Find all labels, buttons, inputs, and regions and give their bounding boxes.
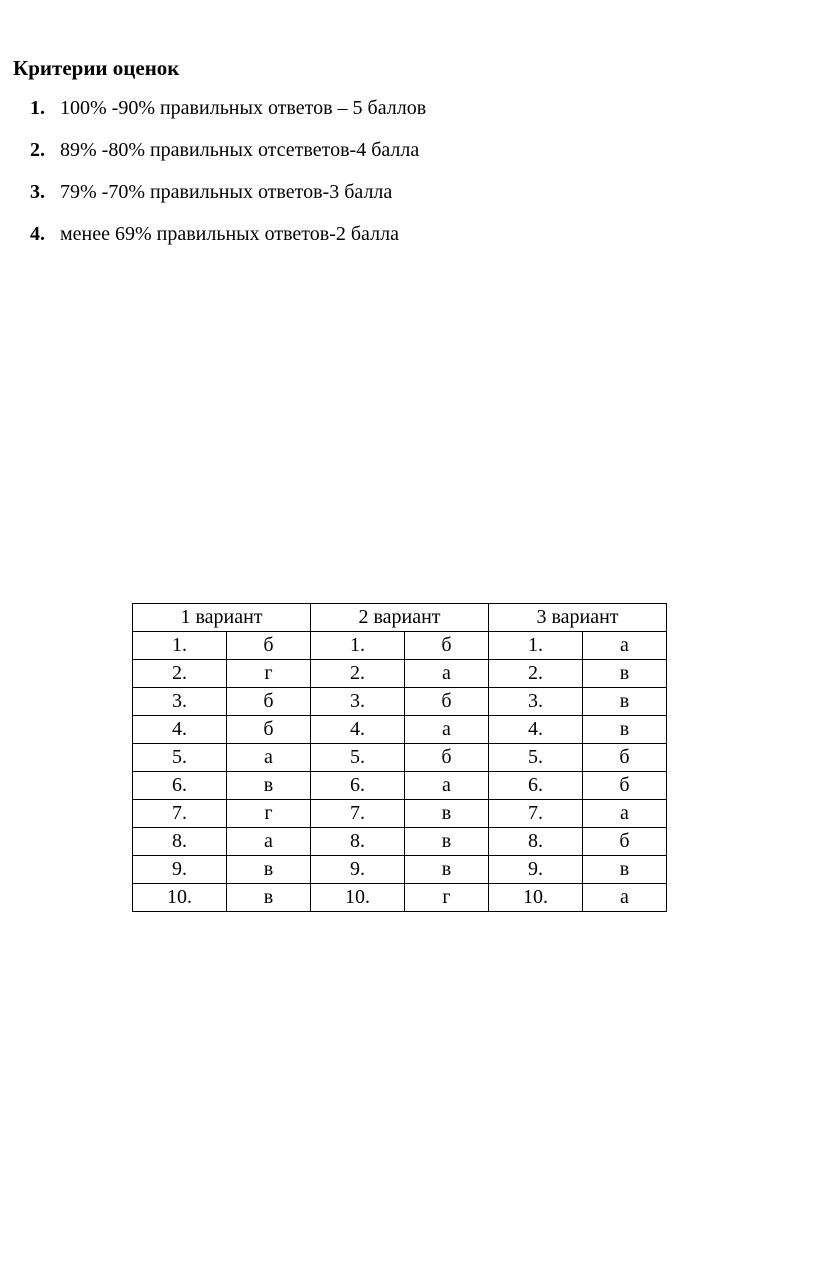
question-number-cell: 7.	[311, 800, 405, 828]
answer-cell: г	[227, 800, 311, 828]
question-number-cell: 4.	[133, 716, 227, 744]
item-number: 1.	[30, 97, 45, 119]
answer-cell: б	[405, 744, 489, 772]
question-number-cell: 2.	[489, 660, 583, 688]
answer-cell: в	[227, 856, 311, 884]
table-row	[133, 744, 667, 772]
question-number-cell: 5.	[133, 744, 227, 772]
item-number: 3.	[30, 181, 45, 203]
answer-cell: а	[583, 800, 667, 828]
question-number-cell: 5.	[489, 744, 583, 772]
table-row	[133, 632, 667, 660]
question-number-cell: 10.	[489, 884, 583, 912]
item-text: 100% -90% правильных ответов – 5 баллов	[60, 97, 427, 119]
item-number: 4.	[30, 223, 45, 245]
answer-cell: г	[405, 884, 489, 912]
question-number-cell: 3.	[489, 688, 583, 716]
list-item	[30, 94, 426, 136]
question-number-cell: 6.	[489, 772, 583, 800]
answer-key-table	[132, 603, 667, 912]
question-number-cell: 2.	[311, 660, 405, 688]
item-text: менее 69% правильных ответов-2 балла	[60, 223, 399, 245]
question-number-cell: 1.	[489, 632, 583, 660]
question-number-cell: 3.	[133, 688, 227, 716]
question-number-cell: 8.	[133, 828, 227, 856]
question-number-cell: 4.	[489, 716, 583, 744]
answer-cell: а	[405, 716, 489, 744]
answer-cell: в	[227, 884, 311, 912]
answer-cell: б	[227, 716, 311, 744]
page-title: Критерии оценок	[13, 56, 180, 80]
answer-cell: б	[405, 688, 489, 716]
question-number-cell: 6.	[133, 772, 227, 800]
table-row	[133, 688, 667, 716]
answer-cell: в	[405, 828, 489, 856]
answer-cell: а	[583, 884, 667, 912]
answer-cell: б	[583, 828, 667, 856]
table-body	[133, 632, 667, 912]
answer-cell: в	[583, 688, 667, 716]
criteria-list	[30, 94, 426, 262]
header-variant-3: 3 вариант	[489, 604, 667, 632]
list-item	[30, 220, 426, 262]
item-text: 89% -80% правильных отсетветов-4 балла	[60, 139, 420, 161]
table-row	[133, 884, 667, 912]
item-number: 2.	[30, 139, 45, 161]
header-variant-2: 2 вариант	[311, 604, 489, 632]
header-variant-1: 1 вариант	[133, 604, 311, 632]
table-row	[133, 660, 667, 688]
answer-cell: б	[405, 632, 489, 660]
question-number-cell: 1.	[133, 632, 227, 660]
answer-cell: в	[405, 800, 489, 828]
answer-cell: в	[227, 772, 311, 800]
answer-cell: а	[405, 772, 489, 800]
item-text: 79% -70% правильных ответов-3 балла	[60, 181, 393, 203]
answer-cell: а	[227, 744, 311, 772]
answer-cell: б	[227, 688, 311, 716]
list-item	[30, 178, 426, 220]
table-row	[133, 772, 667, 800]
question-number-cell: 3.	[311, 688, 405, 716]
table-row	[133, 800, 667, 828]
question-number-cell: 9.	[133, 856, 227, 884]
answer-cell: в	[583, 716, 667, 744]
table-row	[133, 828, 667, 856]
table-header-row	[133, 604, 667, 632]
question-number-cell: 7.	[133, 800, 227, 828]
question-number-cell: 6.	[311, 772, 405, 800]
answer-cell: в	[583, 856, 667, 884]
question-number-cell: 10.	[311, 884, 405, 912]
answer-cell: а	[583, 632, 667, 660]
question-number-cell: 8.	[311, 828, 405, 856]
question-number-cell: 9.	[311, 856, 405, 884]
table-row	[133, 856, 667, 884]
question-number-cell: 9.	[489, 856, 583, 884]
answer-cell: в	[405, 856, 489, 884]
question-number-cell: 1.	[311, 632, 405, 660]
question-number-cell: 7.	[489, 800, 583, 828]
answer-cell: а	[405, 660, 489, 688]
question-number-cell: 10.	[133, 884, 227, 912]
question-number-cell: 8.	[489, 828, 583, 856]
table-row	[133, 716, 667, 744]
answer-cell: а	[227, 828, 311, 856]
question-number-cell: 2.	[133, 660, 227, 688]
question-number-cell: 4.	[311, 716, 405, 744]
answer-cell: б	[583, 744, 667, 772]
answer-cell: в	[583, 660, 667, 688]
question-number-cell: 5.	[311, 744, 405, 772]
answer-cell: б	[227, 632, 311, 660]
answer-cell: б	[583, 772, 667, 800]
answer-cell: г	[227, 660, 311, 688]
list-item	[30, 136, 426, 178]
